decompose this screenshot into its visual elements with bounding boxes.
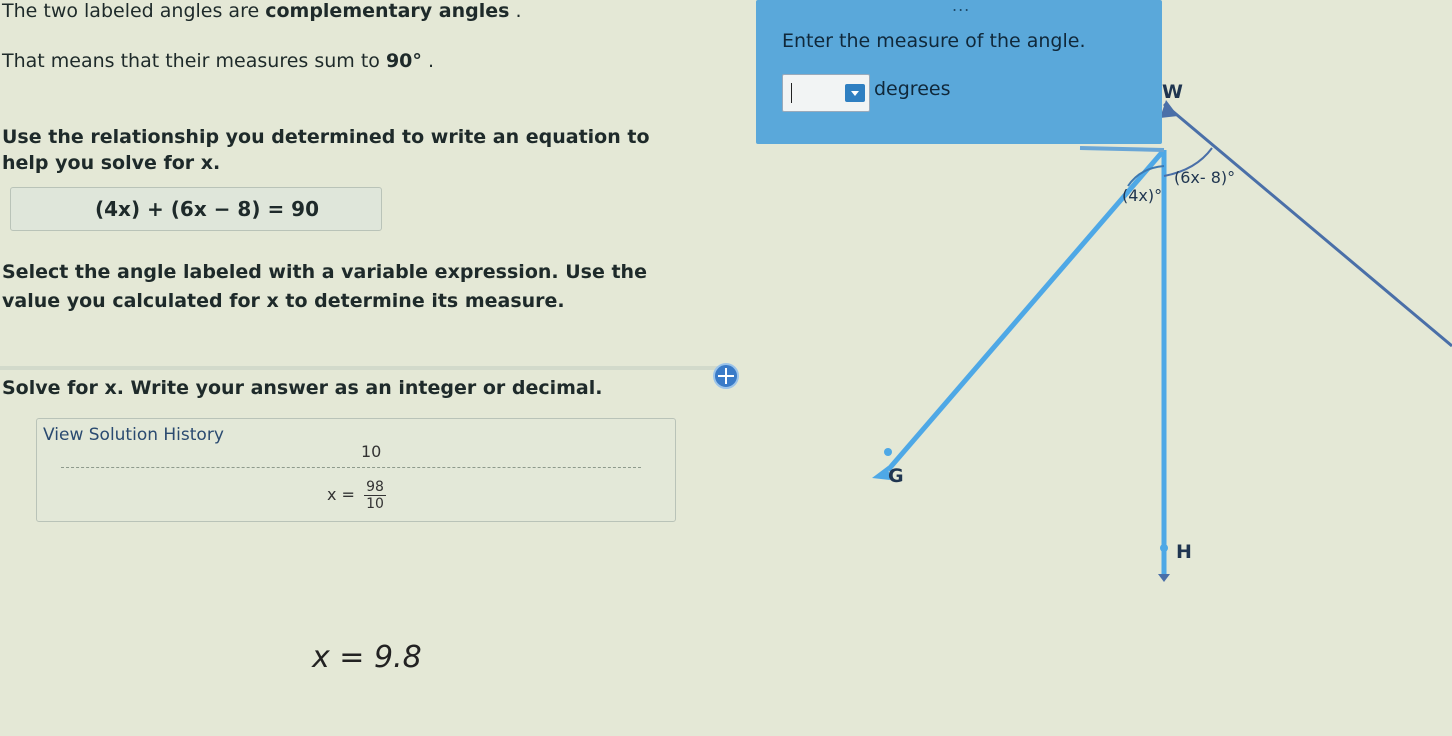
caret-down-icon[interactable] <box>845 84 865 102</box>
history-top-value: 10 <box>361 442 382 461</box>
point-h-label: H <box>1176 541 1192 563</box>
angle-label-6x-8: (6x- 8)° <box>1174 168 1236 187</box>
fraction-numerator: 98 <box>366 479 384 495</box>
ray-left-extension <box>1080 148 1164 150</box>
equation-text: (4x) + (6x − 8) = 90 <box>95 197 319 221</box>
solve-prompt: Solve for x. Write your answer as an integer or decimal. <box>2 377 603 399</box>
text-caret <box>791 83 792 103</box>
complementary-statement: The two labeled angles are complementary angles . <box>2 0 522 22</box>
caret-down-glyph <box>845 84 865 102</box>
point-g-dot[interactable] <box>884 448 892 456</box>
sum-statement: That means that their measures sum to 90° . <box>2 50 434 72</box>
relationship-prompt: Use the relationship you determined to write an equation to help you solve for x. <box>2 126 650 174</box>
answer-prompt: Enter the measure of the angle. <box>782 30 1086 52</box>
point-g-label: G <box>888 465 904 487</box>
more-options-icon[interactable]: ... <box>952 0 971 15</box>
fraction-denominator: 10 <box>366 496 384 512</box>
history-equation-lhs: x = <box>327 485 355 504</box>
angle-label-4x: (4x)° <box>1122 186 1163 205</box>
ray-to-right[interactable] <box>1164 104 1452 346</box>
view-solution-history-link[interactable]: View Solution History <box>43 425 224 445</box>
point-h-dot[interactable] <box>1160 544 1168 552</box>
ray-h-arrow <box>1158 574 1170 582</box>
select-angle-prompt: Select the angle labeled with a variable expression. Use the value you calculated for x to determine its measure. <box>2 261 647 312</box>
units-label: degrees <box>874 78 951 100</box>
answer-panel <box>756 0 1162 144</box>
final-answer: x = 9.8 <box>312 640 422 675</box>
angle-measure-input[interactable] <box>782 74 870 112</box>
point-w-label: W <box>1162 81 1183 103</box>
